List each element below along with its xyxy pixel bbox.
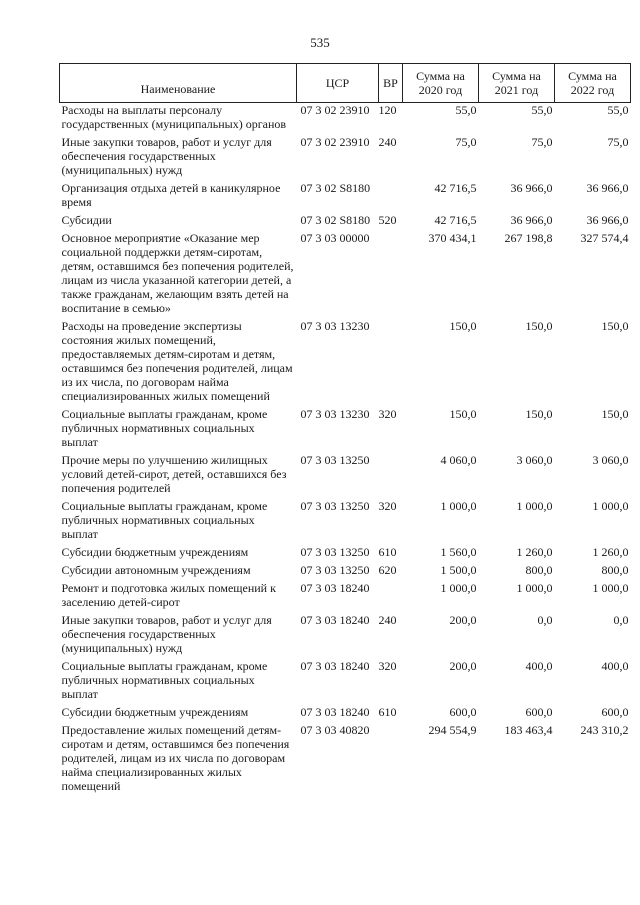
row-sum-2021: 800,0	[525, 563, 553, 577]
budget-table	[59, 63, 631, 797]
row-vr: 240	[378, 613, 397, 627]
row-name: Прочие меры по улучшению жилищных условий детей-сирот, детей, оставшихся без попечения родителей	[61, 453, 287, 495]
row-csr: 07 3 03 18240	[300, 705, 370, 719]
row-vr	[379, 181, 403, 213]
row-sum-2022: 1 000,0	[592, 499, 629, 513]
row-vr: 610	[378, 545, 397, 559]
row-vr: 320	[378, 407, 397, 421]
row-sum-2022: 36 966,0	[586, 181, 629, 195]
row-csr: 07 3 03 18240	[300, 581, 370, 595]
row-vr	[379, 453, 403, 499]
table-row	[60, 723, 631, 797]
row-name: Иные закупки товаров, работ и услуг для обеспечения государственных (муниципальных) нужд	[61, 135, 272, 177]
table-row	[60, 659, 631, 705]
row-sum-2022: 150,0	[601, 407, 629, 421]
row-sum-2021: 400,0	[525, 659, 553, 673]
page-number: 535	[310, 35, 330, 50]
row-vr	[379, 581, 403, 613]
table-row	[60, 231, 631, 319]
header-2021: Сумма на 2021 год	[479, 64, 555, 103]
row-csr: 07 3 03 18240	[300, 659, 370, 673]
header-vr: ВР	[379, 64, 403, 103]
table-row	[60, 545, 631, 563]
row-sum-2020: 75,0	[455, 135, 477, 149]
row-csr: 07 3 03 13250	[300, 545, 370, 559]
row-vr	[379, 723, 403, 797]
row-csr: 07 3 03 13230	[300, 407, 370, 421]
table-row	[60, 499, 631, 545]
row-sum-2022: 1 000,0	[592, 581, 629, 595]
row-sum-2022: 243 310,2	[580, 723, 629, 737]
row-sum-2021: 1 260,0	[516, 545, 553, 559]
row-sum-2020: 150,0	[449, 407, 477, 421]
row-sum-2020: 42 716,5	[434, 213, 477, 227]
row-name: Субсидии бюджетным учреждениям	[61, 545, 249, 559]
row-sum-2021: 150,0	[525, 407, 553, 421]
row-sum-2022: 600,0	[601, 705, 629, 719]
row-csr: 07 3 03 40820	[300, 723, 370, 737]
table-header-row	[60, 64, 631, 103]
table-row	[60, 407, 631, 453]
row-name: Социальные выплаты гражданам, кроме публичных нормативных социальных выплат	[61, 499, 268, 541]
header-2022: Сумма на 2022 год	[555, 64, 631, 103]
row-csr: 07 3 03 13250	[300, 453, 370, 467]
row-sum-2022: 0,0	[613, 613, 629, 627]
row-sum-2020: 370 434,1	[428, 231, 477, 245]
row-sum-2020: 4 060,0	[440, 453, 477, 467]
row-csr: 07 3 02 23910	[300, 135, 370, 149]
row-name: Социальные выплаты гражданам, кроме публичных нормативных социальных выплат	[61, 407, 268, 449]
row-sum-2021: 183 463,4	[504, 723, 553, 737]
row-sum-2020: 1 500,0	[440, 563, 477, 577]
row-sum-2020: 1 560,0	[440, 545, 477, 559]
row-sum-2021: 600,0	[525, 705, 553, 719]
row-vr: 620	[378, 563, 397, 577]
row-sum-2020: 600,0	[449, 705, 477, 719]
row-vr	[379, 319, 403, 407]
row-csr: 07 3 03 18240	[300, 613, 370, 627]
row-sum-2022: 800,0	[601, 563, 629, 577]
row-name: Субсидии	[61, 213, 112, 227]
table-row	[60, 563, 631, 581]
row-sum-2021: 267 198,8	[504, 231, 553, 245]
row-csr: 07 3 02 S8180	[300, 213, 371, 227]
row-sum-2020: 200,0	[449, 613, 477, 627]
row-csr: 07 3 03 13250	[300, 499, 370, 513]
table-row	[60, 213, 631, 231]
header-name: Наименование	[60, 64, 297, 103]
row-sum-2021: 55,0	[531, 103, 553, 117]
row-sum-2020: 200,0	[449, 659, 477, 673]
row-sum-2022: 150,0	[601, 319, 629, 333]
row-csr: 07 3 03 00000	[300, 231, 370, 245]
table-body	[60, 103, 631, 798]
header-2020: Сумма на 2020 год	[403, 64, 479, 103]
row-sum-2021: 36 966,0	[510, 213, 553, 227]
table-row	[60, 453, 631, 499]
row-name: Основное мероприятие «Оказание мер социальной поддержки детям-сиротам, детям, оставшимся без попечения родителей, лицам из числа указанной категории детей, а также гражданам, желающим взять детей на воспитание в семью»	[61, 231, 294, 315]
header-csr: ЦСР	[297, 64, 379, 103]
row-sum-2021: 3 060,0	[516, 453, 553, 467]
row-sum-2022: 327 574,4	[580, 231, 629, 245]
row-name: Социальные выплаты гражданам, кроме публичных нормативных социальных выплат	[61, 659, 268, 701]
row-sum-2020: 55,0	[455, 103, 477, 117]
row-csr: 07 3 03 13250	[300, 563, 370, 577]
row-sum-2021: 0,0	[537, 613, 553, 627]
row-vr: 320	[378, 659, 397, 673]
table-row	[60, 705, 631, 723]
row-name: Предоставление жилых помещений детям-сиротам и детям, оставшимся без попечения родителей, лицам из их числа по договорам найма специализированных жилых помещений	[61, 723, 290, 793]
row-name: Расходы на проведение экспертизы состояния жилых помещений, предоставляемых детям-сиротам и детям, оставшимся без попечения родителей, лицам из их числа, по договорам найма специализированных жилых помещений	[61, 319, 293, 403]
row-vr: 120	[378, 103, 397, 117]
row-sum-2020: 150,0	[449, 319, 477, 333]
row-name: Расходы на выплаты персоналу государственных (муниципальных) органов	[61, 103, 287, 131]
row-csr: 07 3 02 S8180	[300, 181, 371, 195]
row-vr: 520	[378, 213, 397, 227]
row-vr: 610	[378, 705, 397, 719]
row-sum-2022: 55,0	[607, 103, 629, 117]
row-name: Иные закупки товаров, работ и услуг для обеспечения государственных (муниципальных) нужд	[61, 613, 272, 655]
row-vr	[379, 231, 403, 319]
row-sum-2022: 3 060,0	[592, 453, 629, 467]
row-vr: 240	[378, 135, 397, 149]
row-sum-2020: 1 000,0	[440, 581, 477, 595]
row-sum-2021: 150,0	[525, 319, 553, 333]
row-sum-2022: 400,0	[601, 659, 629, 673]
row-sum-2021: 1 000,0	[516, 581, 553, 595]
row-sum-2021: 75,0	[531, 135, 553, 149]
row-name: Организация отдыха детей в каникулярное время	[61, 181, 281, 209]
row-sum-2021: 36 966,0	[510, 181, 553, 195]
table-row	[60, 613, 631, 659]
row-csr: 07 3 02 23910	[300, 103, 370, 117]
row-sum-2021: 1 000,0	[516, 499, 553, 513]
row-sum-2022: 75,0	[607, 135, 629, 149]
row-name: Субсидии автономным учреждениям	[61, 563, 251, 577]
row-sum-2020: 42 716,5	[434, 181, 477, 195]
row-sum-2022: 36 966,0	[586, 213, 629, 227]
table-row	[60, 581, 631, 613]
row-name: Ремонт и подготовка жилых помещений к заселению детей-сирот	[61, 581, 276, 609]
row-vr: 320	[378, 499, 397, 513]
row-name: Субсидии бюджетным учреждениям	[61, 705, 249, 719]
table-row	[60, 319, 631, 407]
row-sum-2022: 1 260,0	[592, 545, 629, 559]
row-csr: 07 3 03 13230	[300, 319, 370, 333]
table-row	[60, 181, 631, 213]
table-row	[60, 103, 631, 136]
row-sum-2020: 1 000,0	[440, 499, 477, 513]
row-sum-2020: 294 554,9	[428, 723, 477, 737]
table-row	[60, 135, 631, 181]
